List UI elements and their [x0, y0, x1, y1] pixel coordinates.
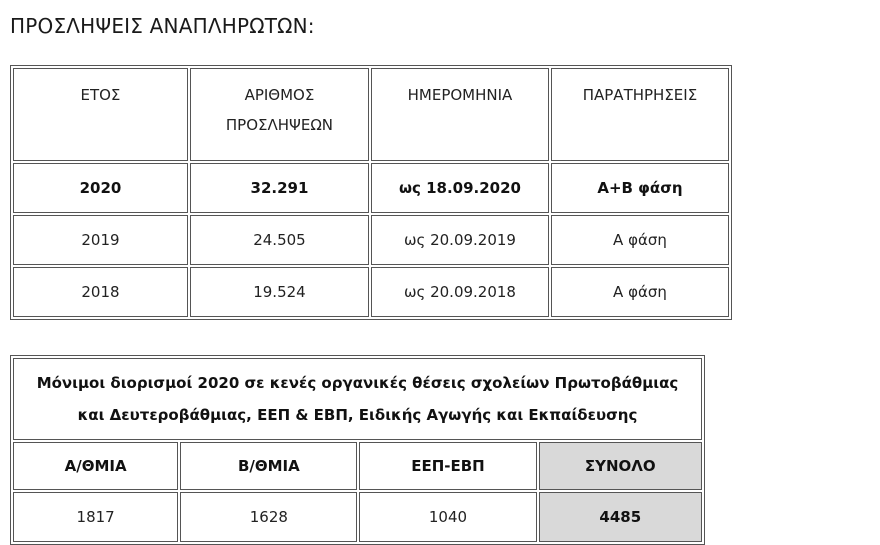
cell-special: 1040 — [359, 492, 536, 542]
header-notes: ΠΑΡΑΤΗΡΗΣΕΙΣ — [551, 68, 729, 161]
cell-notes: Α+Β φάση — [551, 163, 729, 213]
cell-count: 32.291 — [190, 163, 369, 213]
cell-date: ως 18.09.2020 — [371, 163, 549, 213]
appointments-table — [10, 355, 705, 545]
page-title: ΠΡΟΣΛΗΨΕΙΣ ΑΝΑΠΛΗΡΩΤΩΝ: — [10, 14, 315, 38]
table-header-row — [13, 68, 729, 161]
header-primary: Α/ΘΜΙΑ — [13, 442, 178, 490]
table-row — [13, 267, 729, 317]
header-year: ΕΤΟΣ — [13, 68, 188, 161]
table-row — [13, 492, 702, 542]
table-row — [13, 163, 729, 213]
header-total: ΣΥΝΟΛΟ — [539, 442, 702, 490]
cell-total: 4485 — [539, 492, 702, 542]
header-special: ΕΕΠ-ΕΒΠ — [359, 442, 536, 490]
appointments-caption-text: Μόνιμοι διορισμοί 2020 σε κενές οργανικές θέσεις σχολείων Πρωτοβάθμιας και Δευτεροβάθμιας, ΕΕΠ & ΕΒΠ, Ειδικής Αγωγής και Εκπαίδευσης — [36, 374, 679, 424]
header-secondary: Β/ΘΜΙΑ — [180, 442, 357, 490]
cell-year: 2020 — [13, 163, 188, 213]
header-date: ΗΜΕΡΟΜΗΝΙΑ — [371, 68, 549, 161]
cell-notes: Α φάση — [551, 215, 729, 265]
cell-secondary: 1628 — [180, 492, 357, 542]
cell-year: 2019 — [13, 215, 188, 265]
table-row — [13, 215, 729, 265]
cell-notes: Α φάση — [551, 267, 729, 317]
header-count-label: ΑΡΙΘΜΟΣ ΠΡΟΣΛΗΨΕΩΝ — [225, 86, 334, 134]
cell-count: 24.505 — [190, 215, 369, 265]
cell-date: ως 20.09.2019 — [371, 215, 549, 265]
cell-count: 19.524 — [190, 267, 369, 317]
hiring-table — [10, 65, 732, 320]
cell-date: ως 20.09.2018 — [371, 267, 549, 317]
cell-year: 2018 — [13, 267, 188, 317]
header-count — [190, 68, 369, 161]
table-header-row — [13, 442, 702, 490]
cell-primary: 1817 — [13, 492, 178, 542]
caption-row — [13, 358, 702, 440]
appointments-caption — [13, 358, 702, 440]
